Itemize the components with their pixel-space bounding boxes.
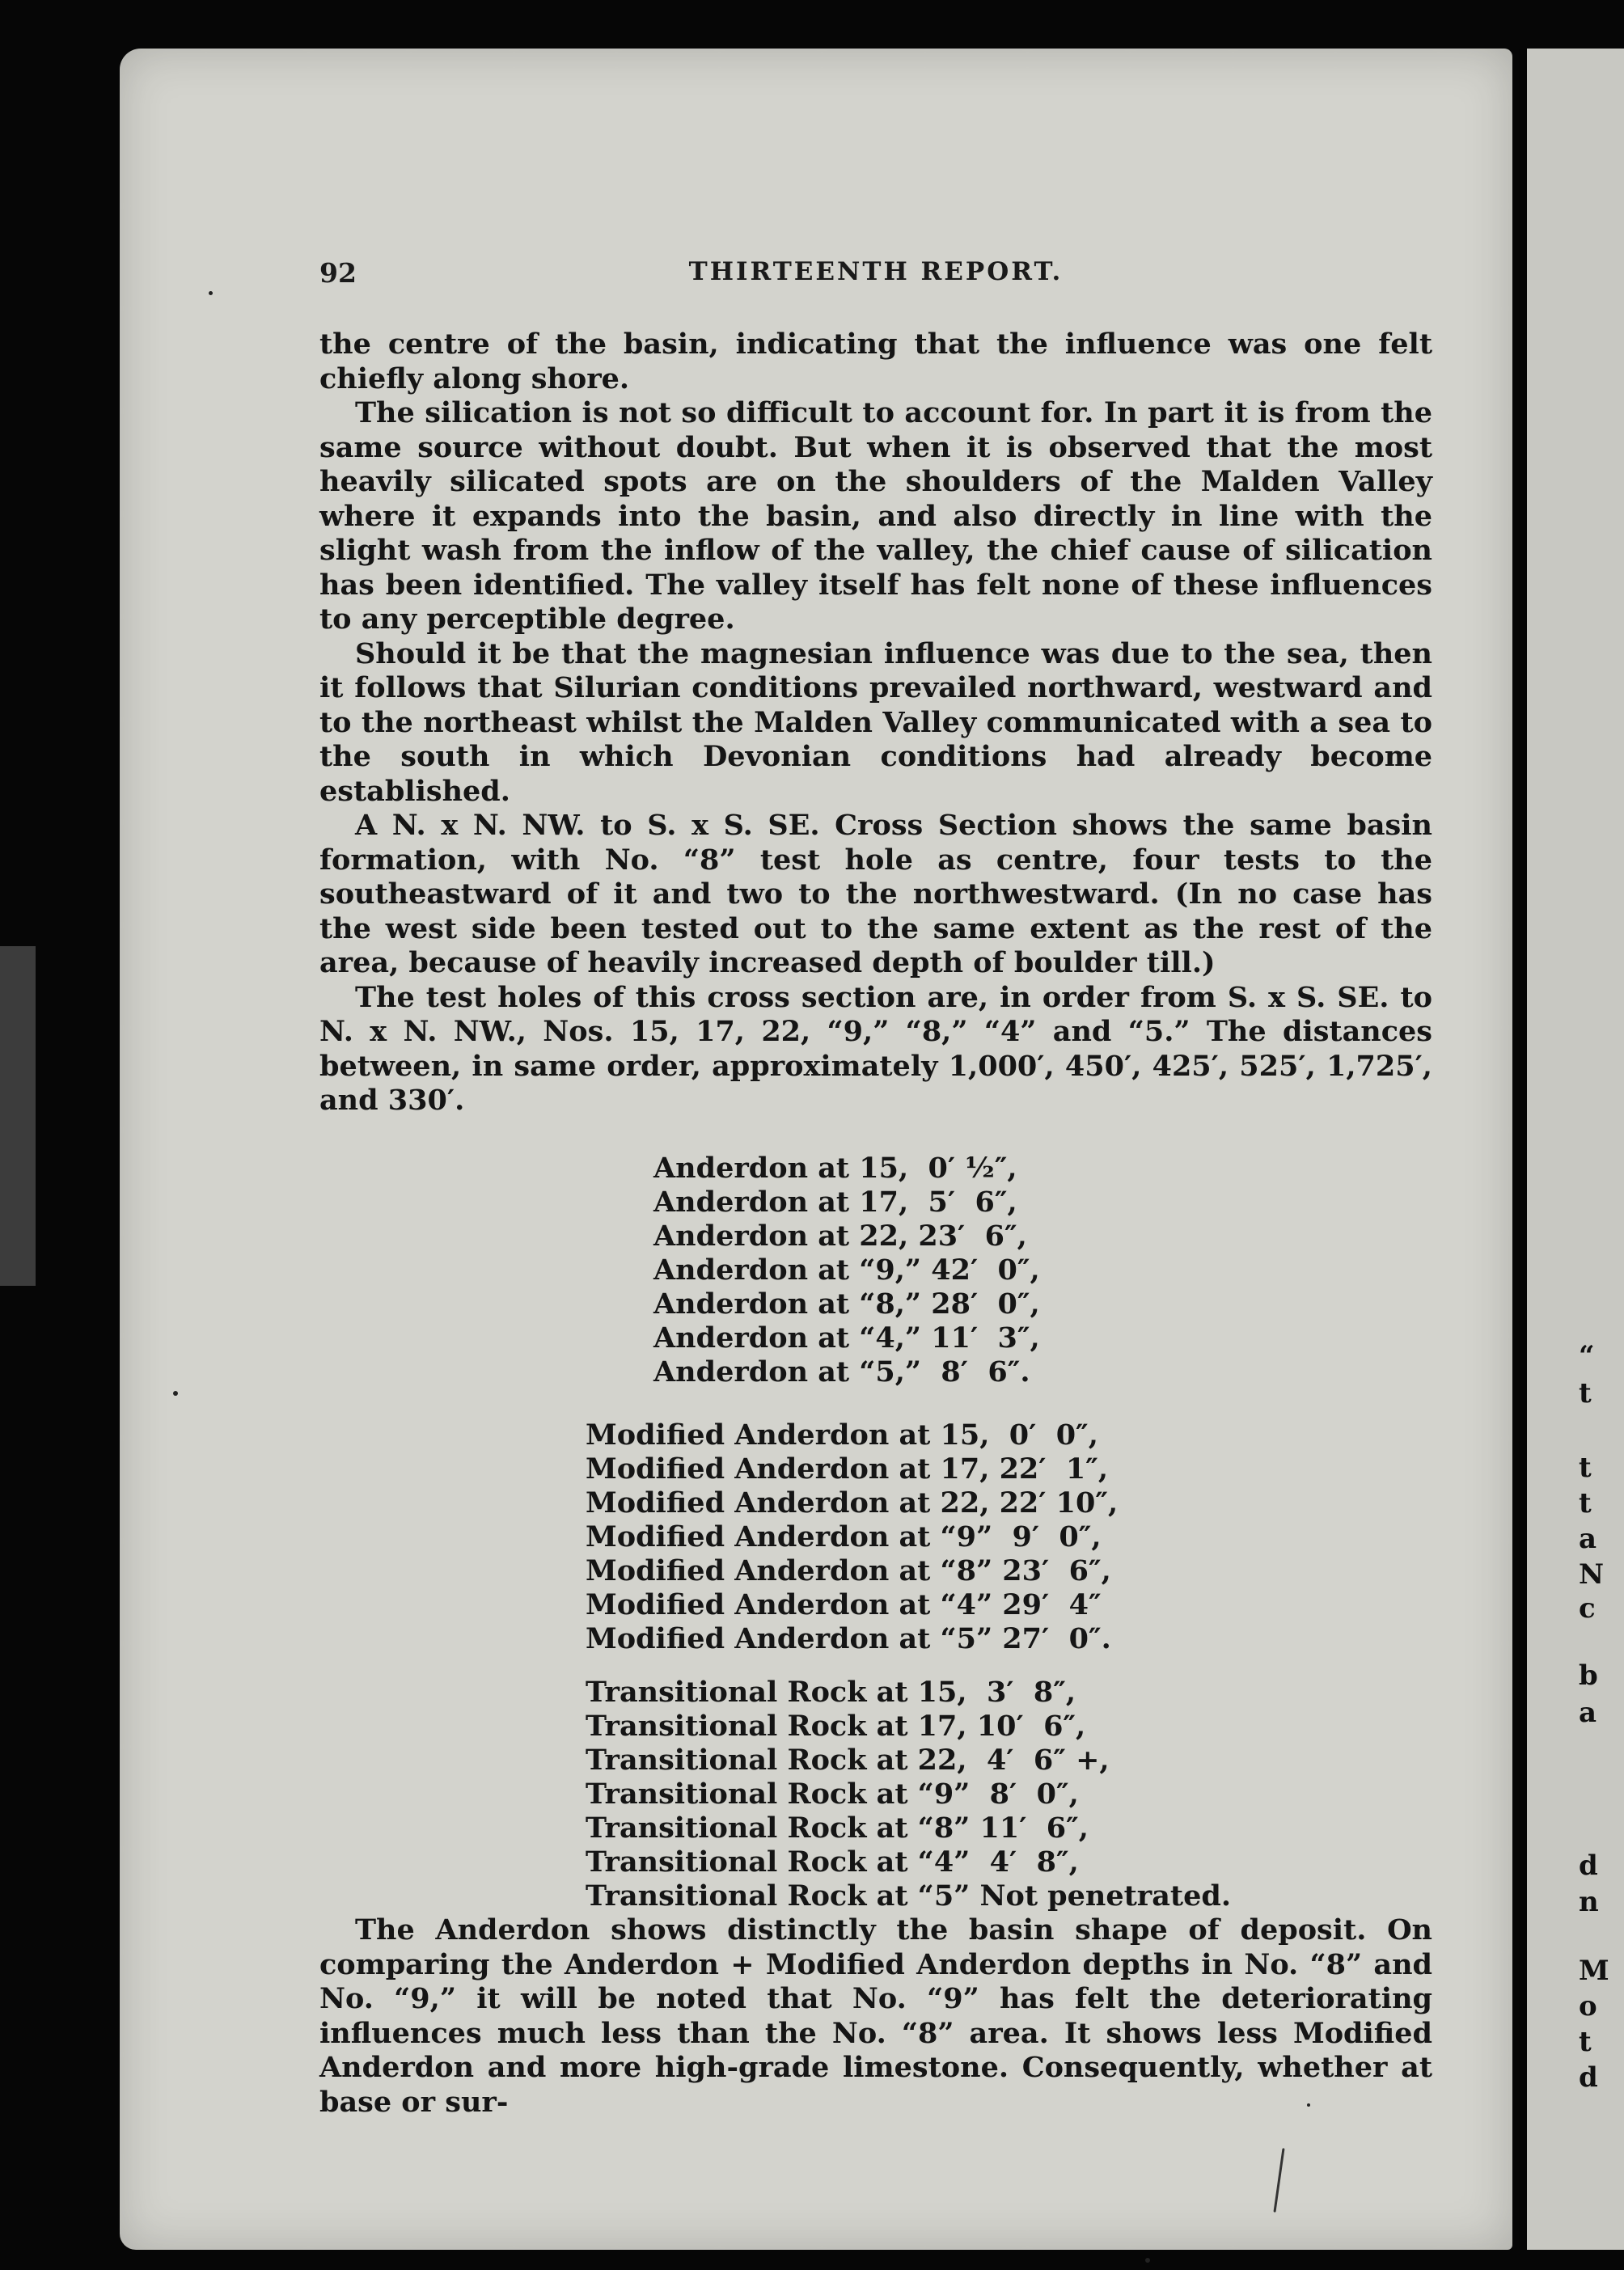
edge-letter: t <box>1579 1377 1592 1410</box>
depth-row: Anderdon at “5,” 8′ 6″. <box>653 1355 1030 1389</box>
paragraph-5: The test holes of this cross section are, in order from S. x S. SE. to N. x N. NW., Nos. 15, 17, 22, “9,” “8,” “4” and “5.” The distances between, in same order, approximately 1,000′, 450′, 425′, 525′, 1,725′, and 330′. <box>319 980 1432 1117</box>
depth-row: Modified Anderdon at “4” 29′ 4″ <box>586 1588 1102 1621</box>
closing-text <box>319 1913 1432 2120</box>
depth-row: Transitional Rock at 22, 4′ 6″ +, <box>586 1744 1110 1777</box>
paragraph-1: the centre of the basin, indicating that the influence was one felt chiefly along shore. <box>319 328 1432 395</box>
edge-letter: “ <box>1579 1340 1595 1372</box>
scan-speck <box>173 1391 178 1396</box>
transitional-rock-depths <box>586 1642 1231 1947</box>
depth-row: Transitional Rock at 15, 3′ 8″, <box>586 1676 1076 1709</box>
depth-row: Modified Anderdon at 17, 22′ 1″, <box>586 1452 1109 1486</box>
depth-row: Anderdon at 17, 5′ 6″, <box>653 1186 1017 1219</box>
depth-row: Anderdon at 22, 23′ 6″, <box>653 1220 1027 1253</box>
depth-row: Transitional Rock at 17, 10′ 6″, <box>586 1710 1086 1743</box>
depth-row: Modified Anderdon at 22, 22′ 10″, <box>586 1486 1119 1520</box>
depth-row: Anderdon at “9,” 42′ 0″, <box>653 1253 1040 1287</box>
edge-letter: a <box>1579 1523 1597 1555</box>
edge-letter: N <box>1579 1558 1605 1591</box>
depth-row: Modified Anderdon at 15, 0′ 0″, <box>586 1418 1098 1452</box>
depth-row: Modified Anderdon at “5” 27′ 0″. <box>586 1622 1111 1655</box>
edge-letter: d <box>1579 1849 1598 1882</box>
book-binding-edge <box>0 946 36 1286</box>
facing-page-edge <box>1519 49 1624 2250</box>
scan-speck <box>1307 2103 1310 2107</box>
closing-paragraph: The Anderdon shows distinctly the basin shape of deposit. On comparing the Anderdon + Modified Anderdon depths in No. “8” and No. “9,” it will be noted that No. “9” has felt the deteriorating influences much less than the No. “8” area. It shows less Modified Anderdon and more high-grade limestone. Consequently, whether at base or sur- <box>319 1913 1432 2119</box>
edge-letter: t <box>1579 1487 1592 1520</box>
paragraph-4: A N. x N. NW. to S. x S. SE. Cross Section shows the same basin formation, with No. “8” test hole as centre, four tests to the southeastward of it and two to the northwestward. (In no case has the west side been tested out to the same extent as the rest of the area, because of heavily increased depth of boulder till.) <box>319 809 1432 979</box>
edge-letter: t <box>1579 1452 1592 1484</box>
edge-letter: M <box>1579 1955 1609 1987</box>
page-number: 92 <box>319 257 357 289</box>
depth-row: Transitional Rock at “9” 8′ 0″, <box>586 1778 1079 1811</box>
page-header <box>319 257 1432 298</box>
depth-row: Anderdon at “4,” 11′ 3″, <box>653 1321 1040 1355</box>
edge-letter: b <box>1579 1659 1598 1692</box>
edge-letter: c <box>1579 1592 1596 1625</box>
body-text <box>319 328 1432 1118</box>
depth-row: Transitional Rock at “5” Not penetrated. <box>586 1879 1232 1913</box>
edge-letter: o <box>1579 1990 1597 2023</box>
depth-row: Anderdon at “8,” 28′ 0″, <box>653 1287 1040 1321</box>
depth-row: Transitional Rock at “4” 4′ 8″, <box>586 1845 1079 1879</box>
edge-letter: d <box>1579 2061 1598 2094</box>
edge-letter: t <box>1579 2026 1592 2058</box>
depth-row: Transitional Rock at “8” 11′ 6″, <box>586 1811 1089 1845</box>
anderdon-depths <box>653 1118 1040 1423</box>
scan-speck <box>1145 2258 1150 2263</box>
paragraph-3: Should it be that the magnesian influence was due to the sea, then it follows that Silurian conditions prevailed northward, westward and to the northeast whilst the Malden Valley communicated with a sea to the south in which Devonian conditions had already become established. <box>319 636 1432 808</box>
edge-letter: a <box>1579 1697 1597 1729</box>
depth-row: Modified Anderdon at “9” 9′ 0″, <box>586 1520 1102 1553</box>
depth-row: Anderdon at 15, 0′ ½″, <box>653 1152 1017 1185</box>
running-head: THIRTEENTH REPORT. <box>688 257 1064 286</box>
edge-letter: n <box>1579 1886 1599 1918</box>
scan-speck <box>209 291 213 295</box>
paragraph-2: The silication is not so difficult to account for. In part it is from the same source without doubt. But when it is observed that the most heavily silicated spots are on the shoulders of the Malden Valley where it expands into the basin, and also directly in line with the slight wash from the inflow of the valley, the chief cause of silication has been identified. The valley itself has felt none of these influences to any perceptible degree. <box>319 396 1432 636</box>
depth-row: Modified Anderdon at “8” 23′ 6″, <box>586 1554 1111 1587</box>
